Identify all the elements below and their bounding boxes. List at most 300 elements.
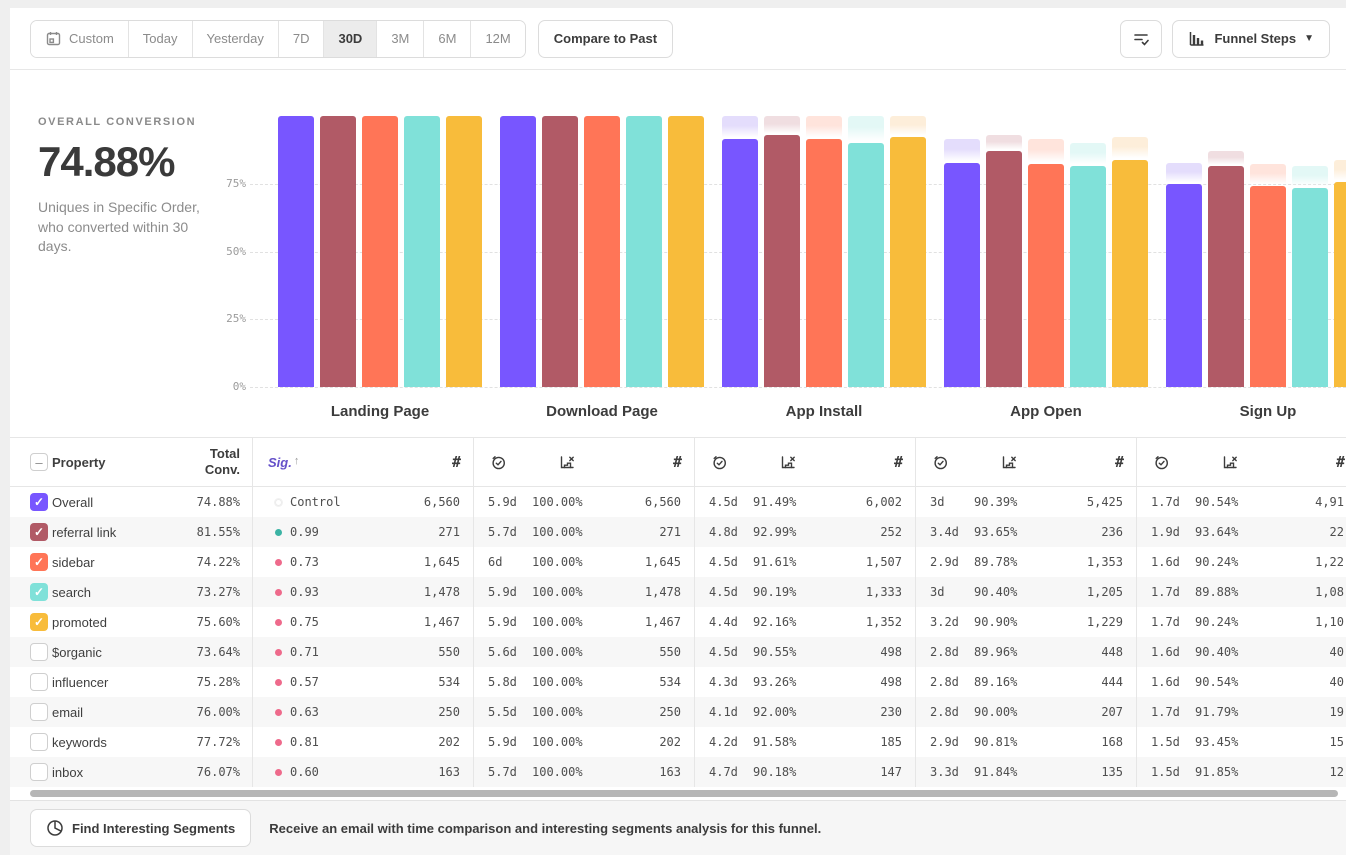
date-range-7d[interactable]: 7D xyxy=(279,21,325,57)
total-conv-value: 75.28% xyxy=(196,675,240,689)
bar-loss-cap xyxy=(1028,139,1064,164)
count-cell: 1,22 xyxy=(1315,555,1344,569)
time-cell: 1.9d xyxy=(1151,525,1180,539)
sig-cell: 0.73 xyxy=(253,555,368,569)
bar-download-page-sidebar[interactable] xyxy=(584,116,620,387)
rate-cell: 91.85% xyxy=(1195,765,1239,779)
count-column-header[interactable]: # xyxy=(1335,453,1345,471)
count-cell: 1,467 xyxy=(423,615,460,629)
sig-cell: 0.57 xyxy=(253,675,368,689)
sig-cell: 0.81 xyxy=(253,735,368,749)
rate-cell: 90.90% xyxy=(974,615,1018,629)
count-cell: 1,645 xyxy=(644,555,681,569)
count-cell: 185 xyxy=(880,735,902,749)
count-column-header[interactable]: # xyxy=(672,453,682,471)
time-cell: 4.7d xyxy=(709,765,738,779)
time-cell: 2.9d xyxy=(930,555,959,569)
sig-cell: 0.63 xyxy=(253,705,368,719)
bar-loss-cap xyxy=(1334,160,1346,182)
rate-cell: 93.65% xyxy=(974,525,1018,539)
chart-dropoff-icon xyxy=(1221,454,1239,471)
y-axis-tick: 50% xyxy=(226,245,246,258)
count-cell: 22 xyxy=(1329,525,1344,539)
conversion-rate-column-header[interactable] xyxy=(1221,454,1239,471)
row-checkbox[interactable] xyxy=(30,703,48,721)
time-cell: 3d xyxy=(930,495,945,509)
bar-loss-cap xyxy=(1292,166,1328,188)
bar-download-page-search[interactable] xyxy=(626,116,662,387)
compare-to-past-label: Compare to Past xyxy=(553,31,658,46)
header-block-sign-up xyxy=(1136,438,1346,486)
time-cell: 5.5d xyxy=(488,705,517,719)
conversion-rate-column-header[interactable] xyxy=(1000,454,1018,471)
count-cell: 6,560 xyxy=(423,495,460,509)
conversion-rate-column-header[interactable] xyxy=(558,454,576,471)
count-cell: 250 xyxy=(659,705,681,719)
sig-cell: 0.75 xyxy=(253,615,368,629)
total-conv-value: 74.22% xyxy=(196,555,240,569)
property-label: referral link xyxy=(52,524,117,540)
count-cell: 498 xyxy=(880,645,902,659)
table-row-referral-link[interactable] xyxy=(10,517,1346,547)
bar-app-install-sidebar[interactable] xyxy=(806,139,842,387)
bar-sign-up-referral-link[interactable] xyxy=(1208,166,1244,387)
toolbar-right xyxy=(1120,20,1330,58)
date-range-3m[interactable]: 3M xyxy=(377,21,424,57)
bar-app-open-sidebar[interactable] xyxy=(1028,164,1064,387)
sig-cell: 0.71 xyxy=(253,645,368,659)
count-cell: 252 xyxy=(880,525,902,539)
step-label: Sign Up xyxy=(1239,403,1297,420)
count-cell: 271 xyxy=(659,525,681,539)
chart-dropoff-icon xyxy=(1000,454,1018,471)
bar-loss-cap xyxy=(722,116,758,139)
rate-cell: 91.84% xyxy=(974,765,1018,779)
time-cell: 2.8d xyxy=(930,645,959,659)
stopwatch-check-icon xyxy=(1153,454,1170,471)
time-cell: 5.9d xyxy=(488,585,517,599)
sig-dot xyxy=(275,499,282,506)
count-cell: 448 xyxy=(1101,645,1123,659)
time-cell: 3d xyxy=(930,585,945,599)
stopwatch-check-icon xyxy=(932,454,949,471)
count-cell: 534 xyxy=(438,675,460,689)
sig-column-header[interactable] xyxy=(253,455,365,470)
table-row-inbox[interactable] xyxy=(10,757,1346,787)
row-checkbox[interactable] xyxy=(30,643,48,661)
count-cell: 230 xyxy=(880,705,902,719)
total-conv-value: 81.55% xyxy=(196,525,240,539)
count-cell: 1,08 xyxy=(1315,585,1344,599)
count-column-header[interactable]: # xyxy=(1114,453,1124,471)
date-range-6m[interactable]: 6M xyxy=(424,21,471,57)
property-label: promoted xyxy=(52,614,107,630)
count-cell: 1,467 xyxy=(644,615,681,629)
total-conv-label: Total Conv. xyxy=(204,445,240,477)
time-cell: 1.6d xyxy=(1151,675,1180,689)
property-label: search xyxy=(52,584,92,600)
rate-cell: 90.19% xyxy=(753,585,797,599)
sig-dot xyxy=(275,679,282,686)
count-cell: 444 xyxy=(1101,675,1123,689)
total-conv-value: 73.27% xyxy=(196,585,240,599)
table-header xyxy=(10,437,1346,487)
horizontal-scrollbar xyxy=(10,787,1346,800)
time-cell: 4.5d xyxy=(709,585,738,599)
row-checkbox[interactable]: ✓ xyxy=(30,613,48,631)
total-conv-value: 74.88% xyxy=(196,495,240,509)
time-cell: 3.3d xyxy=(930,765,959,779)
rate-cell: 90.81% xyxy=(974,735,1018,749)
table-row-influencer[interactable] xyxy=(10,667,1346,697)
rate-cell: 90.40% xyxy=(1195,645,1239,659)
sig-cell: 0.99 xyxy=(253,525,368,539)
time-to-convert-column-header[interactable] xyxy=(474,454,558,471)
bar-loss-cap xyxy=(1166,163,1202,184)
header-block-download-page xyxy=(473,438,694,486)
rate-cell: 100.00% xyxy=(532,645,583,659)
table-body xyxy=(10,487,1346,787)
count-cell: 1,333 xyxy=(865,585,902,599)
total-conv-column-header[interactable] xyxy=(182,446,252,479)
count-cell: 147 xyxy=(880,765,902,779)
time-cell: 5.9d xyxy=(488,495,517,509)
date-range-today[interactable]: Today xyxy=(129,21,193,57)
gridline-0% xyxy=(250,387,1346,388)
find-interesting-segments-button[interactable] xyxy=(30,809,251,847)
count-cell: 271 xyxy=(438,525,460,539)
bar-app-open-promoted[interactable] xyxy=(1112,160,1148,387)
time-cell: 2.8d xyxy=(930,705,959,719)
count-cell: 5,425 xyxy=(1086,495,1123,509)
rate-cell: 89.16% xyxy=(974,675,1018,689)
time-cell: 4.1d xyxy=(709,705,738,719)
funnel-chart-icon xyxy=(1188,30,1206,47)
bar-loss-cap xyxy=(1070,143,1106,166)
toolbar xyxy=(10,8,1346,70)
rate-cell: 91.61% xyxy=(753,555,797,569)
count-cell: 1,478 xyxy=(423,585,460,599)
rate-cell: 93.64% xyxy=(1195,525,1239,539)
bar-loss-cap xyxy=(1112,137,1148,160)
bar-landing-page-promoted[interactable] xyxy=(446,116,482,387)
bar-sign-up-promoted[interactable] xyxy=(1334,182,1346,387)
time-cell: 4.5d xyxy=(709,645,738,659)
count-cell: 1,352 xyxy=(865,615,902,629)
time-cell: 4.8d xyxy=(709,525,738,539)
time-cell: 4.4d xyxy=(709,615,738,629)
count-cell: 40 xyxy=(1329,645,1344,659)
count-cell: 202 xyxy=(438,735,460,749)
sig-cell: 0.93 xyxy=(253,585,368,599)
bar-loss-cap xyxy=(1208,151,1244,166)
table-row-sidebar[interactable] xyxy=(10,547,1346,577)
sig-dot xyxy=(275,559,282,566)
property-label: email xyxy=(52,704,84,720)
time-cell: 1.7d xyxy=(1151,495,1180,509)
bar-landing-page-search[interactable] xyxy=(404,116,440,387)
bar-download-page-overall[interactable] xyxy=(500,116,536,387)
time-cell: 6d xyxy=(488,555,503,569)
stopwatch-check-icon xyxy=(490,454,507,471)
y-axis-tick: 75% xyxy=(226,177,246,190)
chevron-down-icon: ▼ xyxy=(1304,33,1314,44)
sig-dot xyxy=(275,649,282,656)
time-cell: 5.9d xyxy=(488,735,517,749)
step-label: Landing Page xyxy=(330,403,430,420)
stopwatch-check-icon xyxy=(711,454,728,471)
table-row-search[interactable] xyxy=(10,577,1346,607)
row-checkbox[interactable] xyxy=(30,733,48,751)
time-cell: 4.5d xyxy=(709,495,738,509)
sig-cell: 0.60 xyxy=(253,765,368,779)
compare-to-past-button[interactable] xyxy=(538,20,673,58)
row-checkbox[interactable] xyxy=(30,763,48,781)
rate-cell: 91.58% xyxy=(753,735,797,749)
rate-cell: 90.40% xyxy=(974,585,1018,599)
bar-app-install-search[interactable] xyxy=(848,143,884,387)
table-row--organic[interactable] xyxy=(10,637,1346,667)
rate-cell: 89.78% xyxy=(974,555,1018,569)
time-cell: 1.7d xyxy=(1151,585,1180,599)
bar-loss-cap xyxy=(806,116,842,139)
bar-sign-up-overall[interactable] xyxy=(1166,184,1202,387)
table-row-keywords[interactable] xyxy=(10,727,1346,757)
list-check-icon xyxy=(1132,30,1150,48)
time-cell: 1.6d xyxy=(1151,645,1180,659)
funnel-steps-label: Funnel Steps xyxy=(1214,31,1297,46)
time-cell: 1.6d xyxy=(1151,555,1180,569)
total-conv-value: 75.60% xyxy=(196,615,240,629)
signal-circle-icon xyxy=(46,819,64,837)
rate-cell: 100.00% xyxy=(532,705,583,719)
row-checkbox[interactable]: ✓ xyxy=(30,583,48,601)
property-label: $organic xyxy=(52,644,102,660)
bar-landing-page-overall[interactable] xyxy=(278,116,314,387)
summary-value: 74.88% xyxy=(38,138,175,185)
count-cell: 1,353 xyxy=(1086,555,1123,569)
step-label: App Open xyxy=(1010,403,1082,420)
sig-dot xyxy=(275,709,282,716)
summary-label: OVERALL CONVERSION xyxy=(38,116,197,128)
header-block-landing xyxy=(252,438,473,486)
y-axis-tick: 0% xyxy=(232,380,246,393)
time-cell: 4.2d xyxy=(709,735,738,749)
sig-cell: Control xyxy=(253,495,368,509)
summary-description: Uniques in Specific Order, who converted within 30 days. xyxy=(38,199,200,255)
count-cell: 550 xyxy=(438,645,460,659)
bar-app-install-overall[interactable] xyxy=(722,139,758,387)
count-cell: 1,645 xyxy=(423,555,460,569)
count-cell: 4,91 xyxy=(1315,495,1344,509)
time-cell: 5.7d xyxy=(488,765,517,779)
count-cell: 236 xyxy=(1101,525,1123,539)
count-cell: 550 xyxy=(659,645,681,659)
time-to-convert-column-header[interactable] xyxy=(695,454,779,471)
rate-cell: 90.55% xyxy=(753,645,797,659)
chart-dropoff-icon xyxy=(779,454,797,471)
sig-dot xyxy=(275,769,282,776)
bar-app-open-referral-link[interactable] xyxy=(986,151,1022,387)
count-cell: 15 xyxy=(1329,735,1344,749)
select-all-checkbox[interactable]: – xyxy=(30,453,48,471)
sig-dot xyxy=(275,739,282,746)
bar-download-page-promoted[interactable] xyxy=(668,116,704,387)
bar-app-open-overall[interactable] xyxy=(944,163,980,387)
time-cell: 3.2d xyxy=(930,615,959,629)
rate-cell: 100.00% xyxy=(532,615,583,629)
rate-cell: 90.00% xyxy=(974,705,1018,719)
total-conv-value: 76.00% xyxy=(196,705,240,719)
rate-cell: 91.49% xyxy=(753,495,797,509)
property-label: sidebar xyxy=(52,554,95,570)
rate-cell: 100.00% xyxy=(532,495,583,509)
time-cell: 2.9d xyxy=(930,735,959,749)
table-row-overall[interactable] xyxy=(10,487,1346,517)
list-check-button[interactable] xyxy=(1120,20,1162,58)
date-range-group xyxy=(30,20,526,58)
count-cell: 534 xyxy=(659,675,681,689)
calendar-icon xyxy=(45,30,62,47)
rate-cell: 100.00% xyxy=(532,735,583,749)
time-cell: 5.8d xyxy=(488,675,517,689)
count-cell: 168 xyxy=(1101,735,1123,749)
bar-download-page-referral-link[interactable] xyxy=(542,116,578,387)
header-block-app-install xyxy=(694,438,915,486)
count-cell: 1,478 xyxy=(644,585,681,599)
bar-app-install-promoted[interactable] xyxy=(890,137,926,387)
count-cell: 6,002 xyxy=(865,495,902,509)
rate-cell: 100.00% xyxy=(532,555,583,569)
property-label: influencer xyxy=(52,674,109,690)
funnel-chart xyxy=(10,70,1346,437)
count-cell: 202 xyxy=(659,735,681,749)
find-interesting-segments-label: Find Interesting Segments xyxy=(72,820,236,836)
time-cell: 5.7d xyxy=(488,525,517,539)
count-cell: 498 xyxy=(880,675,902,689)
total-conv-value: 77.72% xyxy=(196,735,240,749)
y-axis-tick: 25% xyxy=(226,312,246,325)
bar-landing-page-referral-link[interactable] xyxy=(320,116,356,387)
conversion-rate-column-header[interactable] xyxy=(779,454,797,471)
row-checkbox[interactable]: ✓ xyxy=(30,553,48,571)
footer-bar xyxy=(10,800,1346,855)
rate-cell: 90.54% xyxy=(1195,675,1239,689)
time-to-convert-column-header[interactable] xyxy=(1137,454,1221,471)
property-label: keywords xyxy=(52,734,107,750)
rate-cell: 89.88% xyxy=(1195,585,1239,599)
property-label: inbox xyxy=(52,764,84,780)
count-cell: 163 xyxy=(438,765,460,779)
rate-cell: 92.99% xyxy=(753,525,797,539)
date-range-yesterday[interactable]: Yesterday xyxy=(193,21,279,57)
count-cell: 6,560 xyxy=(644,495,681,509)
bar-app-open-search[interactable] xyxy=(1070,166,1106,387)
rate-cell: 89.96% xyxy=(974,645,1018,659)
overall-conversion-summary xyxy=(38,116,216,257)
count-cell: 163 xyxy=(659,765,681,779)
table-row-promoted[interactable] xyxy=(10,607,1346,637)
time-cell: 1.5d xyxy=(1151,735,1180,749)
bar-loss-cap xyxy=(764,116,800,135)
sort-ascending-icon: ↑ xyxy=(293,454,300,467)
sig-dot xyxy=(275,619,282,626)
property-label: Overall xyxy=(52,494,94,510)
count-column-header[interactable]: # xyxy=(893,453,903,471)
bar-app-install-referral-link[interactable] xyxy=(764,135,800,387)
step-label: App Install xyxy=(785,403,863,420)
time-cell: 4.5d xyxy=(709,555,738,569)
table-row-email[interactable] xyxy=(10,697,1346,727)
time-cell: 2.8d xyxy=(930,675,959,689)
rate-cell: 90.24% xyxy=(1195,615,1239,629)
rate-cell: 100.00% xyxy=(532,525,583,539)
rate-cell: 90.24% xyxy=(1195,555,1239,569)
sig-label: Sig. xyxy=(268,454,292,470)
count-cell: 1,229 xyxy=(1086,615,1123,629)
time-cell: 5.9d xyxy=(488,615,517,629)
count-cell: 135 xyxy=(1101,765,1123,779)
date-range-30d[interactable]: 30D xyxy=(324,21,377,57)
count-cell: 207 xyxy=(1101,705,1123,719)
count-column-header[interactable]: # xyxy=(451,453,461,471)
footer-message: Receive an email with time comparison and interesting segments analysis for this funnel. xyxy=(269,820,822,836)
bar-loss-cap xyxy=(1250,164,1286,186)
sig-dot xyxy=(275,589,282,596)
date-range-12m[interactable]: 12M xyxy=(471,21,524,57)
property-column-header[interactable]: Property xyxy=(52,454,106,470)
chart-dropoff-icon xyxy=(558,454,576,471)
bar-sign-up-search[interactable] xyxy=(1292,188,1328,387)
row-checkbox[interactable] xyxy=(30,673,48,691)
count-cell: 1,10 xyxy=(1315,615,1344,629)
rate-cell: 100.00% xyxy=(532,585,583,599)
date-range-custom[interactable]: Custom xyxy=(31,21,129,57)
scrollbar-thumb[interactable] xyxy=(30,790,1338,797)
row-checkbox[interactable]: ✓ xyxy=(30,523,48,541)
rate-cell: 90.18% xyxy=(753,765,797,779)
time-cell: 3.4d xyxy=(930,525,959,539)
rate-cell: 92.00% xyxy=(753,705,797,719)
count-cell: 1,507 xyxy=(865,555,902,569)
time-cell: 4.3d xyxy=(709,675,738,689)
time-to-convert-column-header[interactable] xyxy=(916,454,1000,471)
time-cell: 1.5d xyxy=(1151,765,1180,779)
time-cell: 1.7d xyxy=(1151,705,1180,719)
select-all-checkbox-cell xyxy=(10,453,52,471)
count-cell: 40 xyxy=(1329,675,1344,689)
count-cell: 1,205 xyxy=(1086,585,1123,599)
rate-cell: 100.00% xyxy=(532,675,583,689)
row-checkbox[interactable]: ✓ xyxy=(30,493,48,511)
count-cell: 12 xyxy=(1329,765,1344,779)
bar-sign-up-sidebar[interactable] xyxy=(1250,186,1286,387)
total-conv-value: 76.07% xyxy=(196,765,240,779)
rate-cell: 93.45% xyxy=(1195,735,1239,749)
report-card xyxy=(10,8,1346,855)
time-cell: 5.6d xyxy=(488,645,517,659)
step-label: Download Page xyxy=(546,403,658,420)
bar-landing-page-sidebar[interactable] xyxy=(362,116,398,387)
total-conv-value: 73.64% xyxy=(196,645,240,659)
bar-loss-cap xyxy=(848,116,884,143)
time-cell: 1.7d xyxy=(1151,615,1180,629)
rate-cell: 100.00% xyxy=(532,765,583,779)
rate-cell: 90.39% xyxy=(974,495,1018,509)
rate-cell: 93.26% xyxy=(753,675,797,689)
header-block-app-open xyxy=(915,438,1136,486)
funnel-steps-dropdown[interactable] xyxy=(1172,20,1330,58)
